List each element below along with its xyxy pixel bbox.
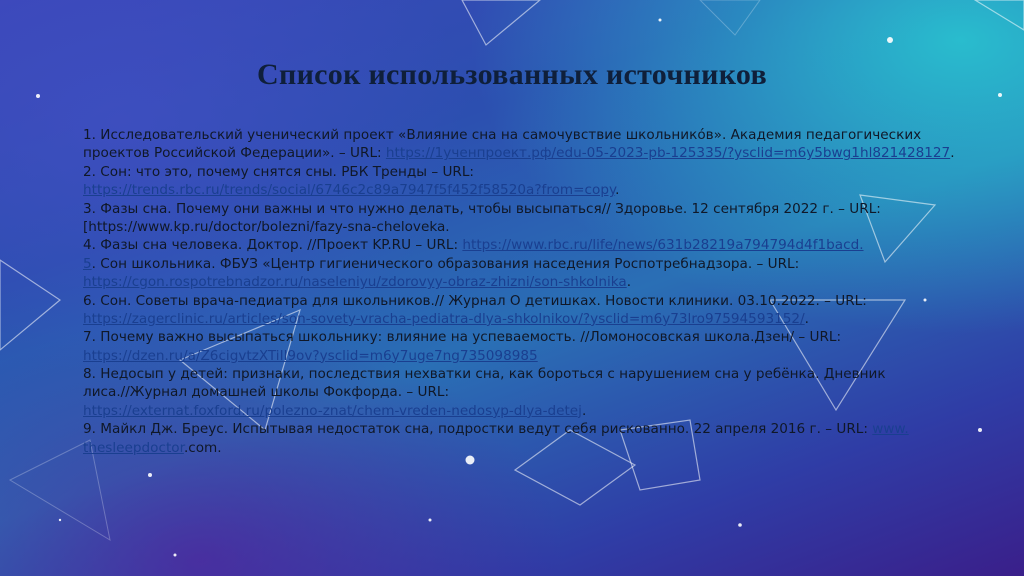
decor-triangle xyxy=(700,0,760,35)
reference-2-text: 2. Сон: что это, почему снятся сны. РБК Тренды – URL: xyxy=(83,163,474,180)
reference-4-text: 4. Фазы сна человека. Доктор. //Проект KP.RU – URL: xyxy=(83,237,463,254)
reference-line xyxy=(83,402,963,420)
reference-7-text: 7. Почему важно высыпаться школьнику: влияние на успеваемость. //Ломоносовская школа.Дзен/ – URL: xyxy=(83,329,842,346)
reference-line xyxy=(83,126,963,144)
decor-triangle xyxy=(975,0,1024,30)
decor-dot xyxy=(59,519,61,521)
reference-8-text: лиса.//Журнал домашней школы Фокфорда. – URL: xyxy=(83,384,450,401)
decor-dot xyxy=(998,93,1002,97)
decor-dot xyxy=(659,19,662,22)
reference-9-link[interactable]: thesleepdoctor xyxy=(83,439,184,456)
reference-7-link[interactable]: https://dzen.ru/a/Z6cigvtzXTiIl9ov?ysclid=m6y7uge7ng735098985 xyxy=(83,347,538,364)
reference-1-text: проектов Российской Федерации». – URL: xyxy=(83,145,386,162)
decor-dot xyxy=(887,37,893,43)
reference-9-link[interactable]: www. xyxy=(872,421,909,438)
reference-line xyxy=(83,420,963,438)
reference-6-link[interactable]: https://zagerclinic.ru/articles/son-sovety-vracha-pediatra-dlya-shkolnikov/?ysclid=m6y73lro97594593152/ xyxy=(83,310,805,327)
reference-line xyxy=(83,383,963,401)
reference-6-text: 6. Сон. Советы врача-педиатра для школьников.// Журнал О детишках. Новости клиники. 03.10.2022. – URL: xyxy=(83,292,867,309)
decor-dot xyxy=(148,473,152,477)
reference-line xyxy=(83,292,963,310)
reference-5-number-link[interactable]: 5 xyxy=(83,255,92,272)
reference-line xyxy=(83,236,963,254)
reference-list xyxy=(83,126,963,457)
reference-line xyxy=(83,200,963,218)
reference-line xyxy=(83,218,963,236)
decor-dot xyxy=(36,94,40,98)
reference-line xyxy=(83,310,963,328)
reference-4-link[interactable]: https://www.rbc.ru/life/news/631b28219a794794d4f1bacd. xyxy=(462,237,864,254)
decor-dot xyxy=(978,428,982,432)
decor-dot xyxy=(174,554,177,557)
reference-line xyxy=(83,144,963,162)
reference-5-text: . Сон школьника. ФБУЗ «Центр гигиенического образования наседения Роспотребнадзора. – URL: xyxy=(91,255,800,272)
reference-line xyxy=(83,181,963,199)
slide-title: Список использованных источников xyxy=(257,58,767,91)
decor-triangle xyxy=(0,260,60,350)
reference-line xyxy=(83,255,963,273)
reference-line xyxy=(83,328,963,346)
decor-dot xyxy=(429,519,432,522)
reference-line xyxy=(83,439,963,457)
reference-9-text: .com. xyxy=(183,439,222,456)
reference-8-text: 8. Недосып у детей: признаки, последствия нехватки сна, как бороться с нарушением сна у ребёнка. Дневник xyxy=(83,366,886,383)
decor-triangle xyxy=(462,0,540,45)
reference-line xyxy=(83,347,963,365)
reference-3-url-text: [https://www.kp.ru/doctor/bolezni/fazy-sna-cheloveka. xyxy=(83,218,450,235)
punctuation: . xyxy=(804,310,809,327)
reference-line xyxy=(83,273,963,291)
punctuation: . xyxy=(950,145,955,162)
reference-line xyxy=(83,163,963,181)
decor-dot xyxy=(738,523,742,527)
punctuation: . xyxy=(581,402,587,419)
reference-8-link[interactable]: https://externat.foxford.ru/polezno-znat/chem-vreden-nedosyp-dlya-detej xyxy=(83,402,582,419)
punctuation: . xyxy=(615,182,620,199)
reference-1-link[interactable]: https://1ученпроект.рф/edu-05-2023-pb-125335/?ysclid=m6y5bwg1hl821428127 xyxy=(385,145,951,162)
reference-2-link[interactable]: https://trends.rbc.ru/trends/social/6746c2c89a7947f5f452f58520a?from=copy xyxy=(83,182,616,199)
reference-5-link[interactable]: https://cgon.rospotrebnadzor.ru/naseleniyu/zdorovyy-obraz-zhizni/son-shkolnika xyxy=(83,274,627,291)
reference-line xyxy=(83,365,963,383)
reference-9-text: 9. Майкл Дж. Бреус. Испытывая недостаток сна, подростки ведут себя рискованно. 22 апреля 2016 г. – URL: xyxy=(83,421,873,438)
reference-1-text: 1. Исследовательский ученический проект «Влияние сна на самочувствие школьнико́в». Академия педагогических xyxy=(83,127,922,143)
reference-3-text: 3. Фазы сна. Почему они важны и что нужно делать, чтобы высыпаться// Здоровье. 12 сентября 2022 г. – URL: xyxy=(83,200,881,217)
punctuation: . xyxy=(626,274,632,291)
